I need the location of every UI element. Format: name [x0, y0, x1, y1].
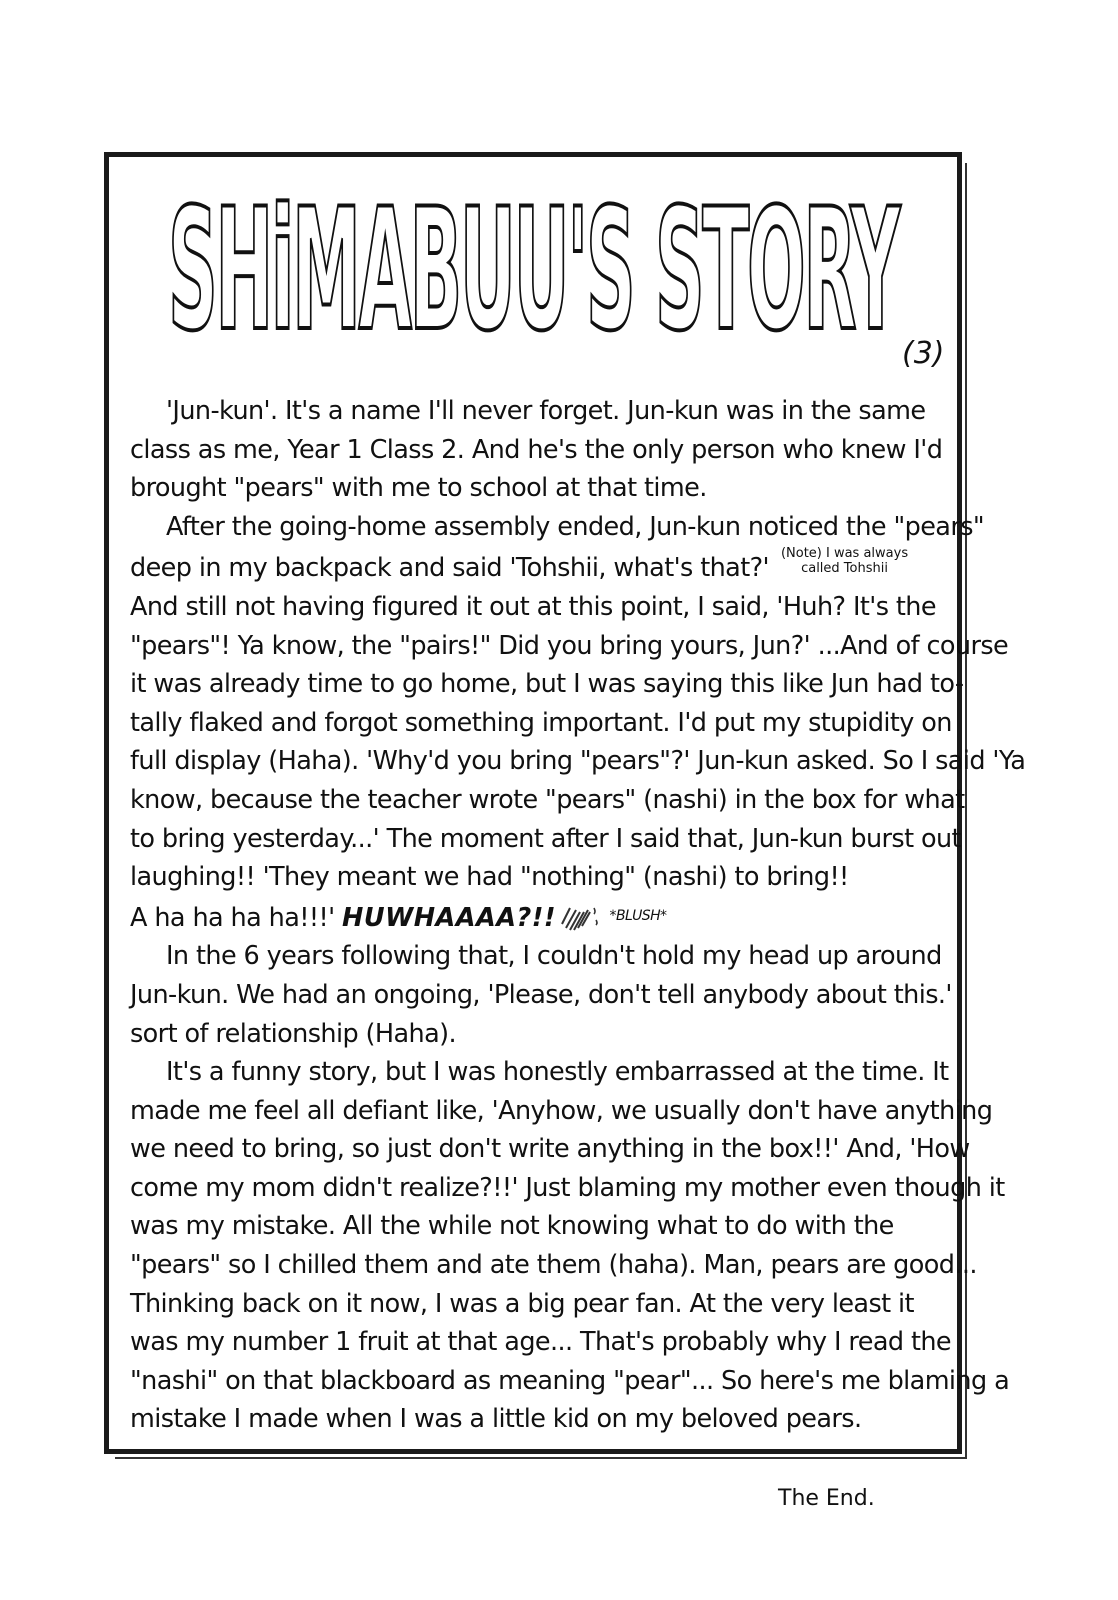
story-title [168, 178, 908, 348]
the-end-label: The End. [778, 1486, 875, 1511]
body-line: 'Jun-kun'. It's a name I'll never forget. Jun-kun was in the same [166, 396, 926, 426]
body-line: Jun-kun. We had an ongoing, 'Please, don't tell anybody about this.' [130, 979, 952, 1010]
body-line: full display (Haha). 'Why'd you bring "pears"?' Jun-kun asked. So I said 'Ya [130, 746, 1026, 777]
body-line: mistake I made when I was a little kid on my beloved pears. [130, 1404, 862, 1435]
body-line-with-sfx [130, 897, 956, 938]
body-line: "nashi" on that blackboard as meaning "pear"... So here's me blaming a [130, 1365, 1010, 1396]
footnote-line: (Note) I was always [780, 546, 909, 562]
body-line: to bring yesterday...' The moment after I said that, Jun-kun burst out [130, 823, 961, 854]
body-line: brought "pears" with me to school at that time. [130, 473, 707, 504]
footnote [781, 546, 908, 576]
body-line: made me feel all defiant like, 'Anyhow, we usually don't have anything [130, 1095, 993, 1126]
body-line: was my number 1 fruit at that age... That's probably why I read the [130, 1327, 951, 1358]
part-number: (3) [902, 336, 945, 371]
body-line: It's a funny story, but I was honestly embarrassed at the time. It [166, 1057, 949, 1088]
story-body [130, 392, 1026, 1439]
body-line-text: A ha ha ha ha!!!' [130, 902, 335, 933]
body-line: "pears"! Ya know, the "pairs!" Did you bring yours, Jun?' ...And of course [130, 630, 1009, 661]
body-line: In the 6 years following that, I couldn't hold my head up around [166, 941, 942, 972]
body-line: "pears" so I chilled them and ate them (haha). Man, pears are good... [130, 1250, 977, 1281]
body-line: Thinking back on it now, I was a big pear fan. At the very least it [130, 1288, 914, 1319]
body-line: we need to bring, so just don't write anything in the box!!' And, 'How [130, 1134, 970, 1165]
body-line: come my mom didn't realize?!!' Just blaming my mother even though it [130, 1172, 1005, 1203]
body-line: was my mistake. All the while not knowing what to do with the [130, 1211, 894, 1242]
body-line: know, because the teacher wrote "pears" (nashi) in the box for what [130, 784, 965, 815]
body-line-with-note [130, 546, 956, 588]
blush-label: *BLUSH* [609, 907, 667, 924]
body-line: After the going-home assembly ended, Jun-kun noticed the "pears" [166, 511, 985, 542]
body-line: laughing!! 'They meant we had "nothing" (nashi) to bring!! [130, 862, 849, 893]
body-line: sort of relationship (Haha). [130, 1018, 456, 1049]
title-text: SHiMABUU'S STORY [168, 178, 902, 348]
scribble-icon [560, 904, 602, 932]
body-line-text: deep in my backpack and said 'Tohshii, what's that?' [130, 553, 769, 584]
body-line: tally flaked and forgot something important. I'd put my stupidity on [130, 707, 952, 738]
body-line: class as me, Year 1 Class 2. And he's the only person who knew I'd [130, 434, 943, 465]
footnote-line: called Tohshii [801, 561, 888, 577]
body-line: it was already time to go home, but I was saying this like Jun had to- [130, 669, 964, 700]
sound-effect: HUWHAAAA?!! [342, 902, 557, 933]
body-line: And still not having figured it out at this point, I said, 'Huh? It's the [130, 591, 936, 622]
